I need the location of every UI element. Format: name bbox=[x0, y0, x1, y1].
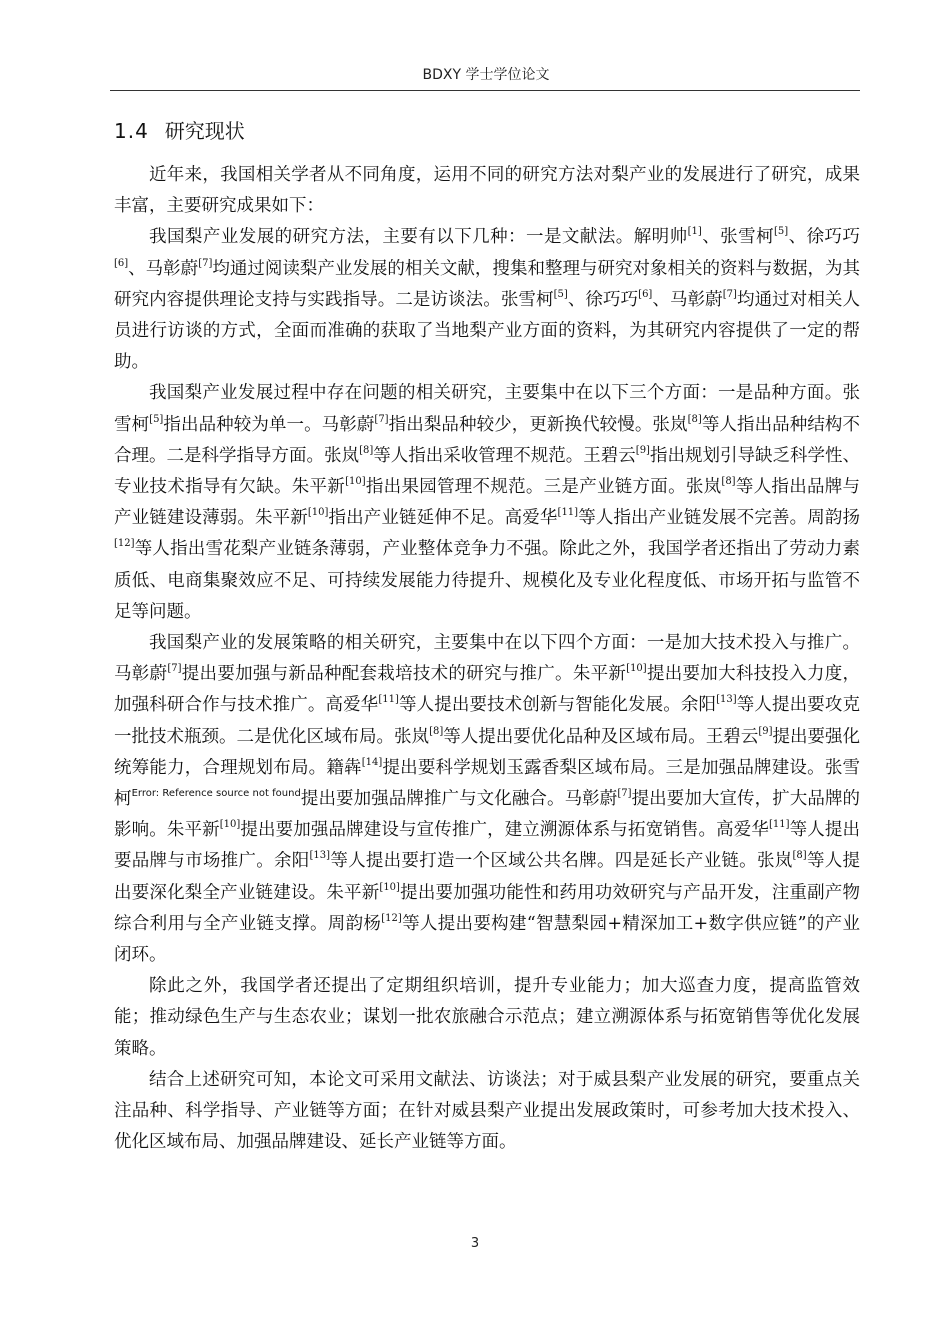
paragraph-1: 近年来，我国相关学者从不同角度，运用不同的研究方法对梨产业的发展进行了研究，成果丰富，主要研究成果如下： bbox=[114, 165, 860, 217]
citation: [7] bbox=[167, 663, 182, 675]
citation: [1] bbox=[687, 226, 702, 238]
citation: [10] bbox=[345, 476, 366, 488]
body-text bbox=[114, 160, 860, 1159]
citation: [11] bbox=[769, 819, 790, 831]
citation: [10] bbox=[219, 819, 241, 831]
section-heading bbox=[114, 116, 245, 146]
citation: [8] bbox=[792, 850, 807, 862]
paragraph-2: 我国梨产业发展的研究方法，主要有以下几种：一是文献法。解明帅[1]、张雪柯[5]、徐巧巧[6]、马彰蔚[7]均通过阅读梨产业发展的相关文献，搜集和整理与研究对象相关的资料与数据，为其研究内容提供理论支持与实践指导。二是访谈法。张雪柯[5]、徐巧巧[6]、马彰蔚[7]均通过对相关人员进行访谈的方式，全面而准确的获取了当地梨产业方面的资料，为其研究内容提供了一定的帮助。 bbox=[114, 226, 861, 373]
citation: [6] bbox=[114, 257, 129, 269]
citation: [8] bbox=[359, 444, 374, 456]
citation: [10] bbox=[626, 663, 647, 675]
citation: [14] bbox=[361, 756, 383, 768]
citation: [11] bbox=[378, 694, 399, 706]
citation: [9] bbox=[758, 725, 773, 737]
citation: [5] bbox=[553, 288, 568, 300]
paragraph-4: 我国梨产业的发展策略的相关研究，主要集中在以下四个方面：一是加大技术投入与推广。马彰蔚[7]提出要加强与新品种配套栽培技术的研究与推广。朱平新[10]提出要加大科技投入力度，加强科研合作与技术推广。高爱华[11]等人提出要技术创新与智能化发展。余阳[13]等人提出要攻克一批技术瓶颈。二是优化区域布局。张岚[8]等人提出要优化品种及区域布局。王碧云[9]提出要强化统筹能力，合理规划布局。籍犇[14]提出要科学规划玉露香梨区域布局。三是加强品牌建设。张雪柯$^{Error: Reference source not found}$提出要加强品牌推广与文化融合。马彰蔚[7]提出要加大宣传，扩大品牌的影响。朱平新[10]提出要加强品牌建设与宣传推广，建立溯源体系与拓宽销售。高爱华[11]等人提出要品牌与市场推广。余阳[13]等人提出要打造一个区域公共名牌。四是延长产业链。张岚[8]等人提出要深化梨全产业链建设。朱平新[10]提出要加强功能性和药用功效研究与产品开发，注重副产物综合利用与全产业链支撑。周韵杨[12]等人提出要构建“智慧梨园+精深加工+数字供应链”的产业闭环。 bbox=[114, 633, 861, 966]
paragraph-3: 我国梨产业发展过程中存在问题的相关研究，主要集中在以下三个方面：一是品种方面。张雪柯[5]指出品种较为单一。马彰蔚[7]指出梨品种较少，更新换代较慢。张岚[8]等人指出品种结构不合理。二是科学指导方面。张岚[8]等人指出采收管理不规范。王碧云[9]指出规划引导缺乏科学性、专业技术指导有欠缺。朱平新[10]指出果园管理不规范。三是产业链方面。张岚[8]等人指出品牌与产业链建设薄弱。朱平新[10]指出产业链延伸不足。高爱华[11]等人指出产业链发展不完善。周韵扬[12]等人指出雪花梨产业链条薄弱，产业整体竞争力不强。除此之外，我国学者还指出了劳动力素质低、电商集聚效应不足、可持续发展能力待提升、规模化及专业化程度低、市场开拓与监管不足等问题。 bbox=[114, 383, 861, 622]
section-title: 研究现状 bbox=[164, 119, 245, 143]
citation: [12] bbox=[381, 912, 402, 924]
citation: [7] bbox=[374, 413, 389, 425]
citation: [10] bbox=[379, 881, 400, 893]
citation: [7] bbox=[198, 257, 213, 269]
citation: [12] bbox=[114, 538, 135, 550]
citation: [8] bbox=[429, 725, 444, 737]
page-number: 3 bbox=[470, 1236, 480, 1251]
citation: [7] bbox=[617, 788, 632, 800]
running-header: BDXY 学士学位论文 bbox=[422, 67, 550, 83]
reference-error: Error: Reference source not found bbox=[131, 788, 301, 800]
citation: [8] bbox=[721, 476, 736, 488]
citation: [5] bbox=[774, 226, 789, 238]
citation: [13] bbox=[716, 694, 737, 706]
header-rule bbox=[110, 90, 860, 91]
citation: [7] bbox=[722, 288, 737, 300]
section-number: 1.4 bbox=[114, 119, 149, 143]
citation: [5] bbox=[149, 413, 164, 425]
citation: [10] bbox=[307, 507, 329, 519]
citation: [8] bbox=[687, 413, 702, 425]
citation: [13] bbox=[309, 850, 331, 862]
paragraph-6: 结合上述研究可知，本论文可采用文献法、访谈法；对于威县梨产业发展的研究，要重点关注品种、科学指导、产业链等方面；在针对威县梨产业提出发展政策时，可参考加大技术投入、优化区域布局、加强品牌建设、延长产业链等方面。 bbox=[114, 1069, 860, 1153]
citation: [11] bbox=[557, 507, 579, 519]
citation: [9] bbox=[635, 444, 650, 456]
paragraph-5: 除此之外，我国学者还提出了定期组织培训，提升专业能力；加大巡查力度，提高监管效能；推动绿色生产与生态农业；谋划一批农旅融合示范点；建立溯源体系与拓宽销售等优化发展策略。 bbox=[114, 976, 860, 1059]
citation: [6] bbox=[638, 288, 653, 300]
